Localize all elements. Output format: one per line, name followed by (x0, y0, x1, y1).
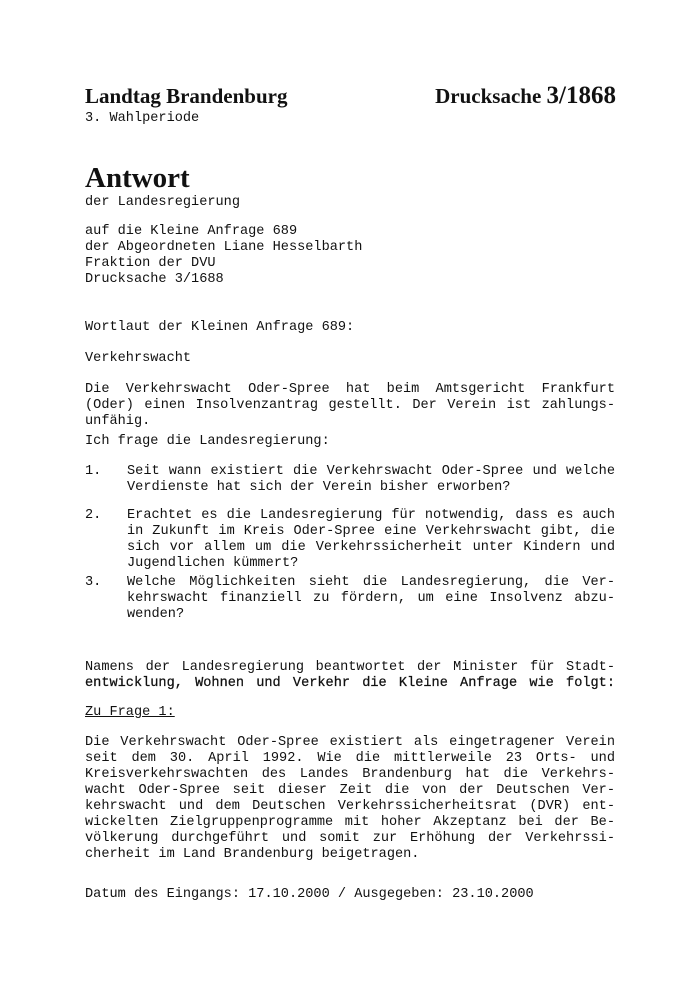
document-id: 3/1868 (546, 82, 616, 109)
question-line: kehrswacht finanziell zu fördern, um eine Insolvenz abzu- (127, 591, 615, 606)
legislative-period: 3. Wahlperiode (85, 111, 200, 126)
answer-label-text: Zu Frage 1: (85, 705, 175, 720)
question-line: Verdienste hat sich der Verein bisher erworben? (127, 480, 511, 495)
question-number: 3. (85, 575, 102, 590)
question-item (85, 508, 615, 572)
question-number: 1. (85, 464, 102, 479)
reference-block (85, 224, 362, 288)
answer-line: Die Verkehrswacht Oder-Spree existiert als eingetragener Verein (85, 735, 615, 750)
reference-line: auf die Kleine Anfrage 689 (85, 224, 298, 239)
answer-line: wacht Oder-Spree seit dieser Zeit die von der Deutschen Ver- (85, 783, 615, 798)
document-label: Drucksache (435, 84, 547, 108)
page-subtitle: der Landesregierung (85, 195, 240, 210)
paragraph-line: (Oder) einen Insolvenzantrag gestellt. Der Verein ist zahlungs- (85, 398, 615, 413)
reference-line: der Abgeordneten Liane Hesselbarth (85, 240, 363, 255)
page-title: Antwort (85, 162, 190, 194)
answer-label (85, 705, 175, 721)
parliament-name: Landtag Brandenburg (85, 84, 288, 108)
paragraph-line: unfähig. (85, 414, 151, 429)
document-dates: Datum des Eingangs: 17.10.2000 / Ausgegeben: 23.10.2000 (85, 887, 534, 902)
document-number (435, 82, 616, 110)
answer-intro (85, 660, 615, 692)
question-line: wenden? (127, 607, 185, 622)
inquiry-intro: Wortlaut der Kleinen Anfrage 689: (85, 320, 355, 335)
answer-intro-line: entwicklung, Wohnen und Verkehr die Kleine Anfrage wie folgt: (85, 676, 615, 691)
inquiry-paragraph (85, 382, 615, 430)
question-line: Seit wann existiert die Verkehrswacht Oder-Spree und welche (127, 464, 615, 479)
reference-line: Fraktion der DVU (85, 256, 216, 271)
question-item (85, 575, 615, 623)
answer-line: Kreisverkehrswachten des Landes Brandenburg hat die Verkehrs- (85, 767, 615, 782)
question-number: 2. (85, 508, 102, 523)
question-item (85, 464, 615, 496)
question-line: Erachtet es die Landesregierung für notwendig, dass es auch (127, 508, 615, 523)
answer-line: cherheit im Land Brandenburg beigetragen. (85, 847, 420, 862)
answer-intro-line: Namens der Landesregierung beantwortet der Minister für Stadt- (85, 660, 615, 675)
paragraph-line: Die Verkehrswacht Oder-Spree hat beim Amtsgericht Frankfurt (85, 382, 615, 397)
reference-line: Drucksache 3/1688 (85, 272, 224, 287)
answer-line: kehrswacht und dem Deutschen Verkehrssicherheitsrat (DVR) ent- (85, 799, 615, 814)
question-line: sich vor allem um die Verkehrssicherheit unter Kindern und (127, 540, 615, 555)
inquiry-topic: Verkehrswacht (85, 351, 192, 366)
question-line: Jugendlichen kümmert? (127, 556, 299, 571)
answer-line: wickelten Zielgruppenprogramme mit hoher Akzeptanz bei der Be- (85, 815, 615, 830)
inquiry-ask: Ich frage die Landesregierung: (85, 434, 330, 449)
question-line: Welche Möglichkeiten sieht die Landesregierung, die Ver- (127, 575, 615, 590)
question-line: in Zukunft im Kreis Oder-Spree eine Verkehrswacht gibt, die (127, 524, 615, 539)
answer-line: seit dem 30. April 1992. Wie die mittlerweile 23 Orts- und (85, 751, 615, 766)
answer-line: völkerung durchgeführt und somit zur Erhöhung der Verkehrssi- (85, 831, 615, 846)
answer-paragraph (85, 735, 615, 863)
